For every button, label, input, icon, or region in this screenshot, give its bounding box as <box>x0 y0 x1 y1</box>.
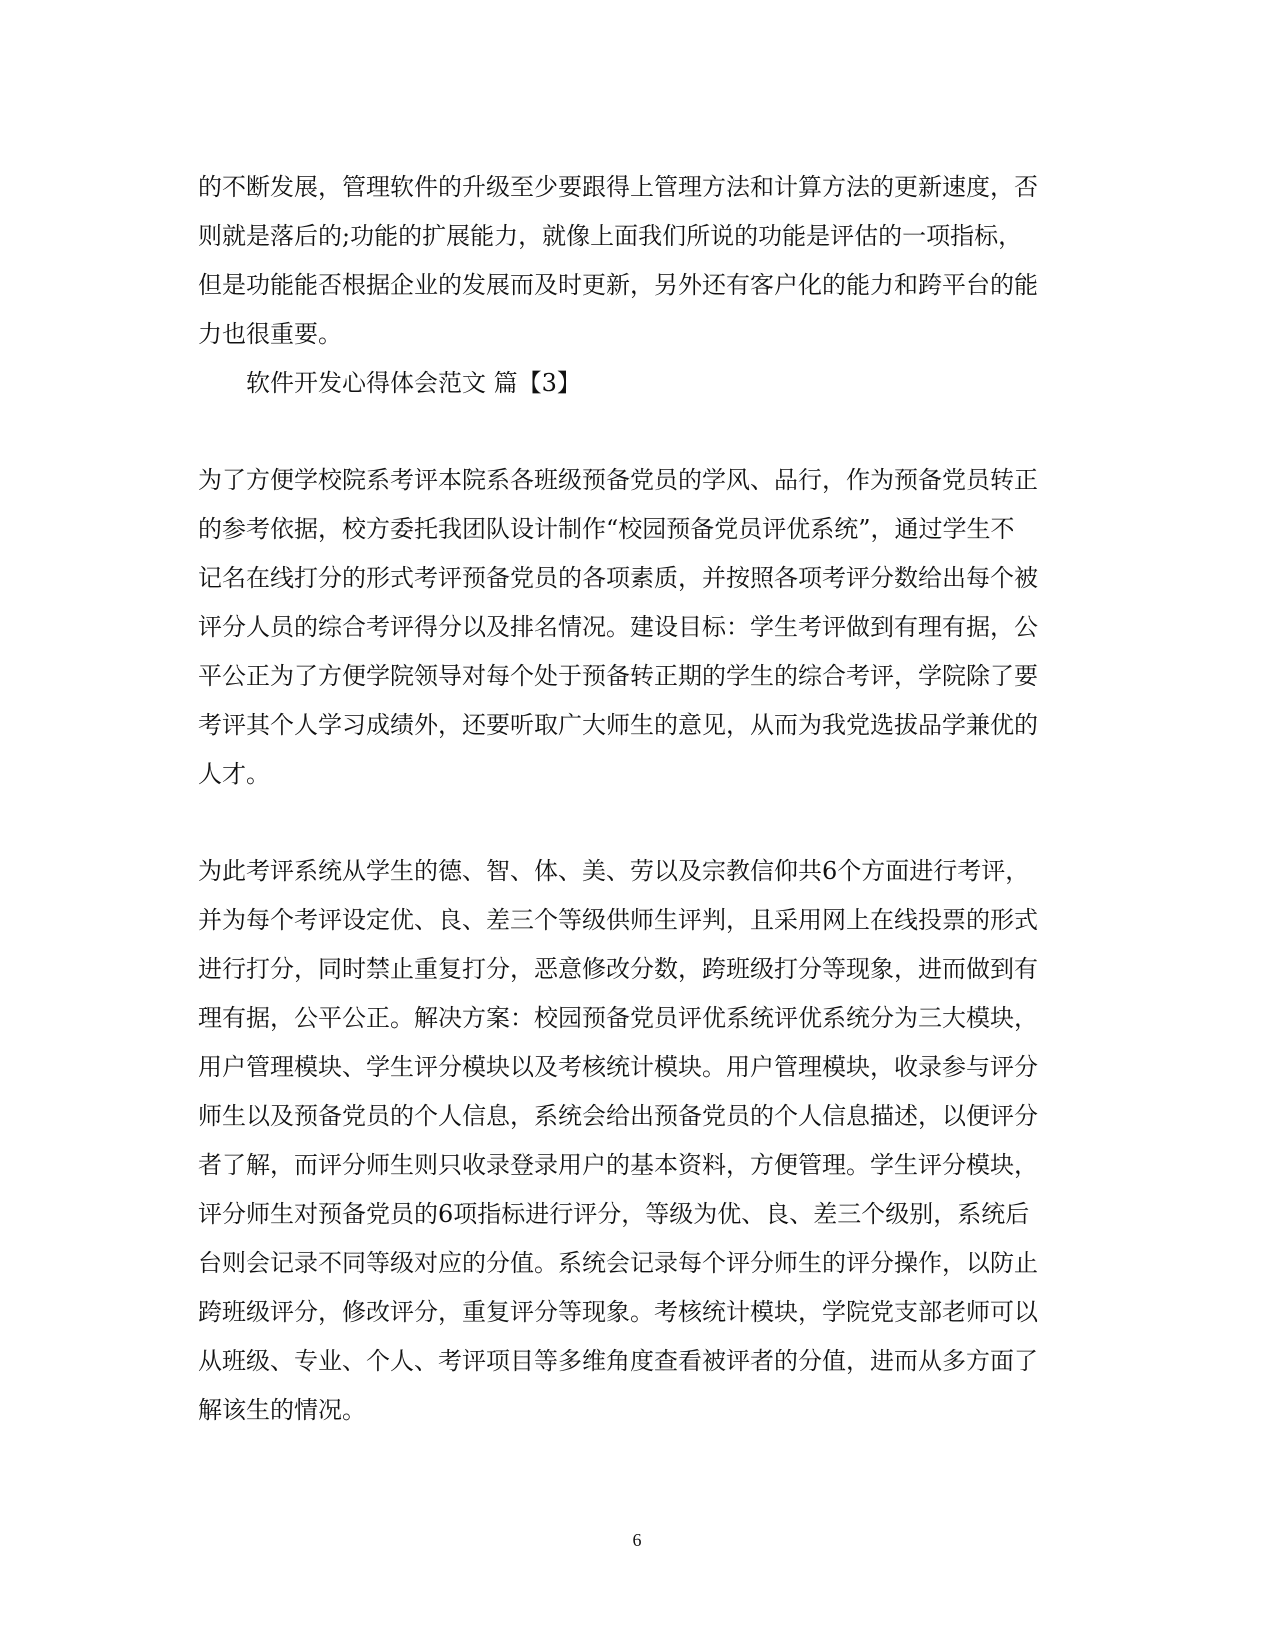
text-line: 用户管理模块、学生评分模块以及考核统计模块。用户管理模块，收录参与评分 <box>198 1053 1038 1081</box>
text-line: 平公正为了方便学院领导对每个处于预备转正期的学生的综合考评，学院除了要 <box>198 662 1038 690</box>
paragraph-continuation <box>198 163 1078 359</box>
paragraph-solution <box>198 847 1078 1435</box>
text-line: 师生以及预备党员的个人信息，系统会给出预备党员的个人信息描述，以便评分 <box>198 1102 1038 1130</box>
text-line: 但是功能能否根据企业的发展而及时更新，另外还有客户化的能力和跨平台的能 <box>198 271 1038 299</box>
text-line: 的参考依据，校方委托我团队设计制作“校园预备党员评优系统”，通过学生不 <box>198 515 1015 543</box>
paragraph-gap <box>198 408 1078 456</box>
paragraph-background <box>198 456 1078 799</box>
text-line: 的不断发展，管理软件的升级至少要跟得上管理方法和计算方法的更新速度，否 <box>198 173 1038 201</box>
text-line: 记名在线打分的形式考评预备党员的各项素质，并按照各项考评分数给出每个被 <box>198 564 1038 592</box>
text-line: 进行打分，同时禁止重复打分，恶意修改分数，跨班级打分等现象，进而做到有 <box>198 955 1038 983</box>
text-line: 台则会记录不同等级对应的分值。系统会记录每个评分师生的评分操作，以防止 <box>198 1249 1038 1277</box>
text-line: 人才。 <box>198 760 270 788</box>
paragraph-gap <box>198 799 1078 847</box>
text-line: 评分人员的综合考评得分以及排名情况。建设目标：学生考评做到有理有据，公 <box>198 613 1038 641</box>
text-line: 者了解，而评分师生则只收录登录用户的基本资料，方便管理。学生评分模块， <box>198 1151 1038 1179</box>
section-heading: 软件开发心得体会范文 篇【3】 <box>246 369 581 397</box>
document-body <box>198 163 1078 1435</box>
text-line: 理有据，公平公正。解决方案：校园预备党员评优系统评优系统分为三大模块， <box>198 1004 1038 1032</box>
page-number: 6 <box>632 1530 642 1550</box>
text-line: 考评其个人学习成绩外，还要听取广大师生的意见，从而为我党选拔品学兼优的 <box>198 711 1038 739</box>
text-line: 则就是落后的;功能的扩展能力，就像上面我们所说的功能是评估的一项指标， <box>198 222 1023 250</box>
text-line: 为了方便学校院系考评本院系各班级预备党员的学风、品行，作为预备党员转正 <box>198 466 1038 494</box>
text-line: 从班级、专业、个人、考评项目等多维角度查看被评者的分值，进而从多方面了 <box>198 1347 1038 1375</box>
text-line: 解该生的情况。 <box>198 1396 366 1424</box>
text-line: 并为每个考评设定优、良、差三个等级供师生评判，且采用网上在线投票的形式 <box>198 906 1038 934</box>
text-line: 跨班级评分，修改评分，重复评分等现象。考核统计模块，学院党支部老师可以 <box>198 1298 1038 1326</box>
text-line: 力也很重要。 <box>198 320 342 348</box>
text-line: 为此考评系统从学生的德、智、体、美、劳以及宗教信仰共6个方面进行考评， <box>198 857 1030 885</box>
text-line: 评分师生对预备党员的6项指标进行评分，等级为优、良、差三个级别，系统后 <box>198 1200 1030 1228</box>
